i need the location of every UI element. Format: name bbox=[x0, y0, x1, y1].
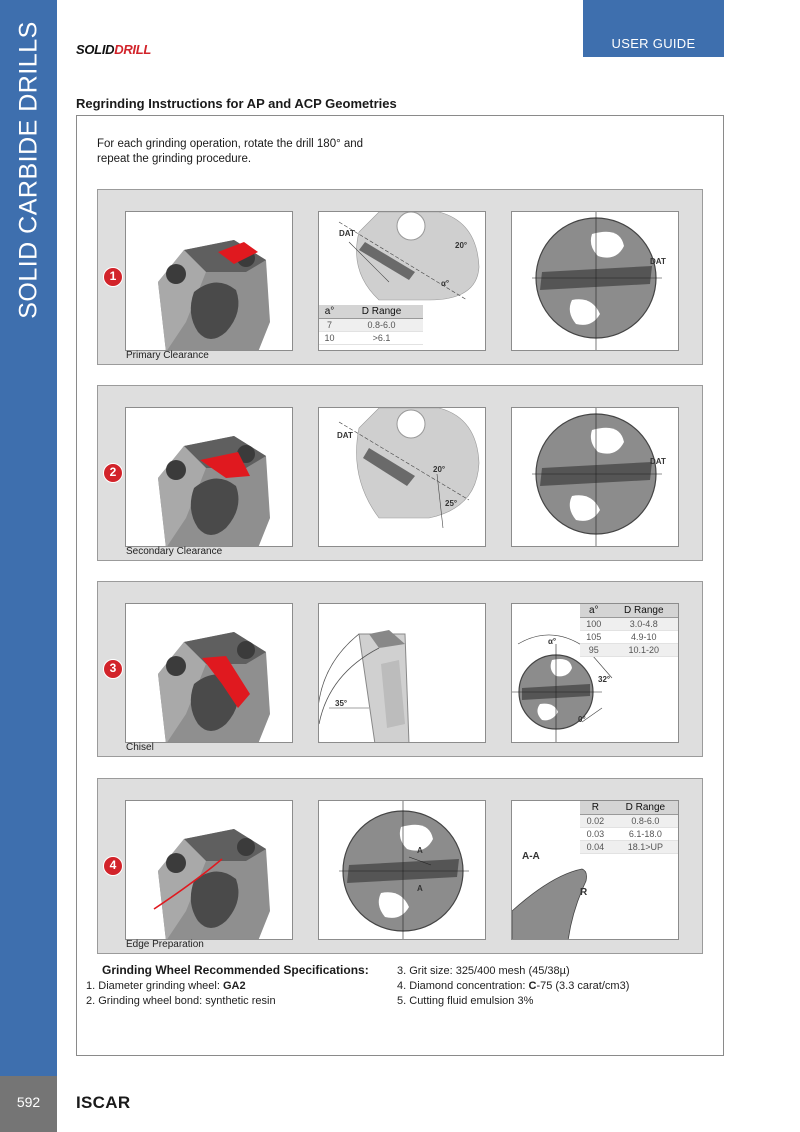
table-cell: 105 bbox=[580, 631, 608, 644]
table-cell: 3.0-4.8 bbox=[608, 618, 679, 631]
logo-part1: SOLID bbox=[76, 42, 115, 57]
step-3-chisel bbox=[97, 581, 703, 757]
step-3-drill-image bbox=[125, 603, 293, 743]
angle-0-label: 0° bbox=[578, 715, 586, 724]
step-2-label: Secondary Clearance bbox=[126, 546, 223, 557]
step-2-secondary-clearance bbox=[97, 385, 703, 561]
intro-text: For each grinding operation, rotate the drill 180° and repeat the grinding procedure. bbox=[97, 138, 364, 165]
table-header-angle: a° bbox=[319, 305, 340, 319]
page-heading: Regrinding Instructions for AP and ACP Geometries bbox=[76, 96, 397, 111]
user-guide-tab bbox=[583, 0, 724, 57]
step-3-side-view-diagram bbox=[318, 603, 486, 743]
step-1-table bbox=[319, 305, 423, 345]
table-header-range: D Range bbox=[611, 801, 679, 815]
table-cell: 18.1>UP bbox=[611, 841, 679, 854]
table-cell: 0.02 bbox=[580, 815, 611, 828]
iscar-logo: ISCAR bbox=[76, 1093, 131, 1112]
table-cell: 0.8-6.0 bbox=[340, 319, 423, 332]
specs-list-right bbox=[397, 964, 629, 1009]
step-2-grinding-wheel-diagram bbox=[318, 407, 486, 547]
table-cell: 10 bbox=[319, 332, 340, 345]
side-title bbox=[0, 0, 57, 340]
step-2-drill-tip-view bbox=[511, 407, 679, 547]
tip-dat-label: DAT bbox=[650, 457, 666, 466]
alpha-label: α° bbox=[548, 637, 557, 646]
spec-item: 4. Diamond concentration: C-75 (3.3 carat/cm3) bbox=[397, 980, 630, 992]
step-1-drill-tip-view bbox=[511, 211, 679, 351]
user-guide-label: USER GUIDE bbox=[611, 36, 696, 51]
step-1-primary-clearance bbox=[97, 189, 703, 365]
section-a-label-2: A bbox=[417, 884, 423, 893]
table-header-r: R bbox=[580, 801, 611, 815]
step-3-drill-tip-view bbox=[511, 603, 679, 743]
step-3-table bbox=[580, 604, 679, 657]
step-2-badge: 2 bbox=[103, 463, 123, 483]
spec-item: 1. Diameter grinding wheel: GA2 bbox=[86, 980, 246, 992]
angle-35-label: 35° bbox=[335, 699, 348, 708]
step-1-label: Primary Clearance bbox=[126, 350, 209, 361]
soliddrill-logo bbox=[76, 42, 151, 57]
table-cell: 4.9-10 bbox=[608, 631, 679, 644]
spec-item: 5. Cutting fluid emulsion 3% bbox=[397, 995, 534, 1007]
step-1-grinding-wheel-diagram bbox=[318, 211, 486, 351]
table-cell: 7 bbox=[319, 319, 340, 332]
table-cell: 0.04 bbox=[580, 841, 611, 854]
step-4-table bbox=[580, 801, 679, 854]
table-cell: 6.1-18.0 bbox=[611, 828, 679, 841]
section-title-label: A-A bbox=[522, 851, 540, 862]
logo-part2: DRILL bbox=[114, 42, 152, 57]
step-3-badge: 3 bbox=[103, 659, 123, 679]
specs-title: Grinding Wheel Recommended Specifications: bbox=[102, 963, 369, 977]
angle-label: 20° bbox=[455, 241, 468, 250]
table-cell: 95 bbox=[580, 644, 608, 657]
tip-dat-label: DAT bbox=[650, 257, 666, 266]
dat-label: DAT bbox=[339, 229, 355, 238]
specs-list-left bbox=[86, 979, 276, 1009]
step-4-badge: 4 bbox=[103, 856, 123, 876]
table-header-angle: a° bbox=[580, 604, 608, 618]
step-4-edge-preparation bbox=[97, 778, 703, 954]
table-cell: >6.1 bbox=[340, 332, 423, 345]
step-3-label: Chisel bbox=[126, 742, 154, 753]
alpha-label: α° bbox=[441, 279, 450, 288]
section-a-label-1: A bbox=[417, 846, 423, 855]
angle-32-label: 32° bbox=[598, 675, 611, 684]
table-header-range: D Range bbox=[340, 305, 423, 319]
step-1-drill-image bbox=[125, 211, 293, 351]
table-cell: 0.8-6.0 bbox=[611, 815, 679, 828]
radius-label: R bbox=[580, 887, 588, 898]
step-2-drill-image bbox=[125, 407, 293, 547]
spec-item: 3. Grit size: 325/400 mesh (45/38µ) bbox=[397, 965, 570, 977]
spec-item: 2. Grinding wheel bond: synthetic resin bbox=[86, 995, 276, 1007]
dat-label: DAT bbox=[337, 431, 353, 440]
step-4-label: Edge Preparation bbox=[126, 939, 204, 950]
step-1-badge: 1 bbox=[103, 267, 123, 287]
side-title-text: SOLID CARBIDE DRILLS bbox=[14, 21, 42, 319]
table-cell: 10.1-20 bbox=[608, 644, 679, 657]
table-cell: 100 bbox=[580, 618, 608, 631]
page-number: 592 bbox=[16, 1094, 41, 1110]
table-cell: 0.03 bbox=[580, 828, 611, 841]
step-4-section-view bbox=[511, 800, 679, 940]
table-header-range: D Range bbox=[608, 604, 679, 618]
angle-label-2: 25° bbox=[445, 499, 458, 508]
step-4-drill-image bbox=[125, 800, 293, 940]
step-4-face-view bbox=[318, 800, 486, 940]
angle-label: 20° bbox=[433, 465, 446, 474]
